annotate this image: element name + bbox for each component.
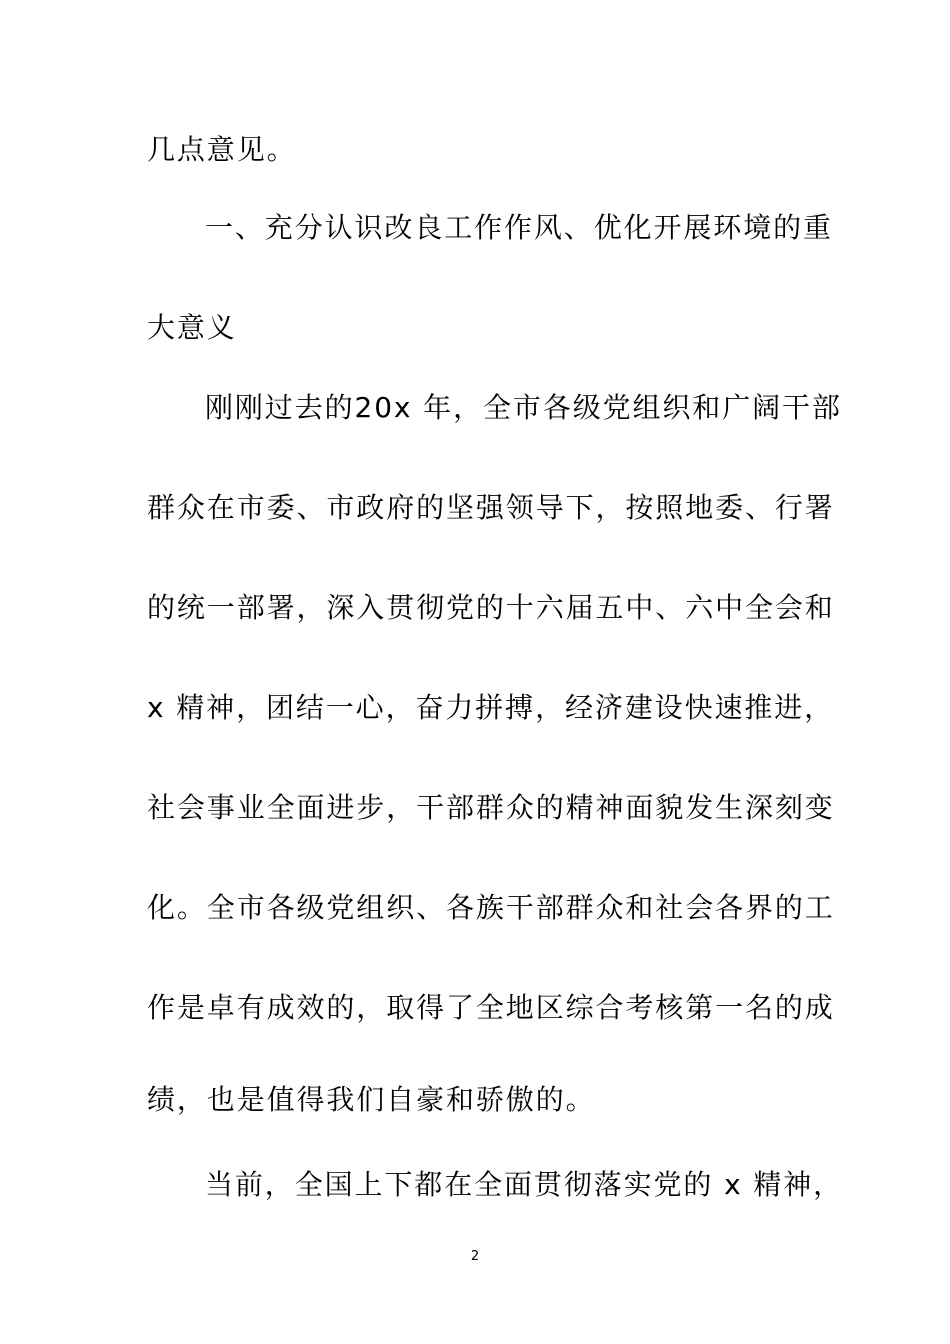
- paragraph-line: 几点意见。: [147, 133, 297, 166]
- section-heading-line: 一、充分认识改良工作作风、优化开展环境的重: [205, 211, 833, 244]
- paragraph-line: 绩，也是值得我们自豪和骄傲的。: [147, 1083, 596, 1116]
- paragraph-line: x 精神，团结一心，奋力拼搏，经济建设快速推进，: [147, 691, 835, 724]
- paragraph-line: 化。全市各级党组织、各族干部群众和社会各界的工: [147, 891, 835, 924]
- paragraph-line: 的统一部署，深入贯彻党的十六届五中、六中全会和: [147, 591, 835, 624]
- section-heading-line: 大意义: [147, 311, 237, 344]
- paragraph-line: 刚刚过去的20x 年，全市各级党组织和广阔干部: [205, 391, 842, 424]
- page-number: 2: [470, 1249, 480, 1264]
- paragraph-line: 社会事业全面进步，干部群众的精神面貌发生深刻变: [147, 791, 835, 824]
- paragraph-line: 作是卓有成效的，取得了全地区综合考核第一名的成: [147, 991, 835, 1024]
- paragraph-line: 群众在市委、市政府的坚强领导下，按照地委、行署: [147, 491, 835, 524]
- paragraph-line: 当前，全国上下都在全面贯彻落实党的 x 精神，: [205, 1168, 844, 1201]
